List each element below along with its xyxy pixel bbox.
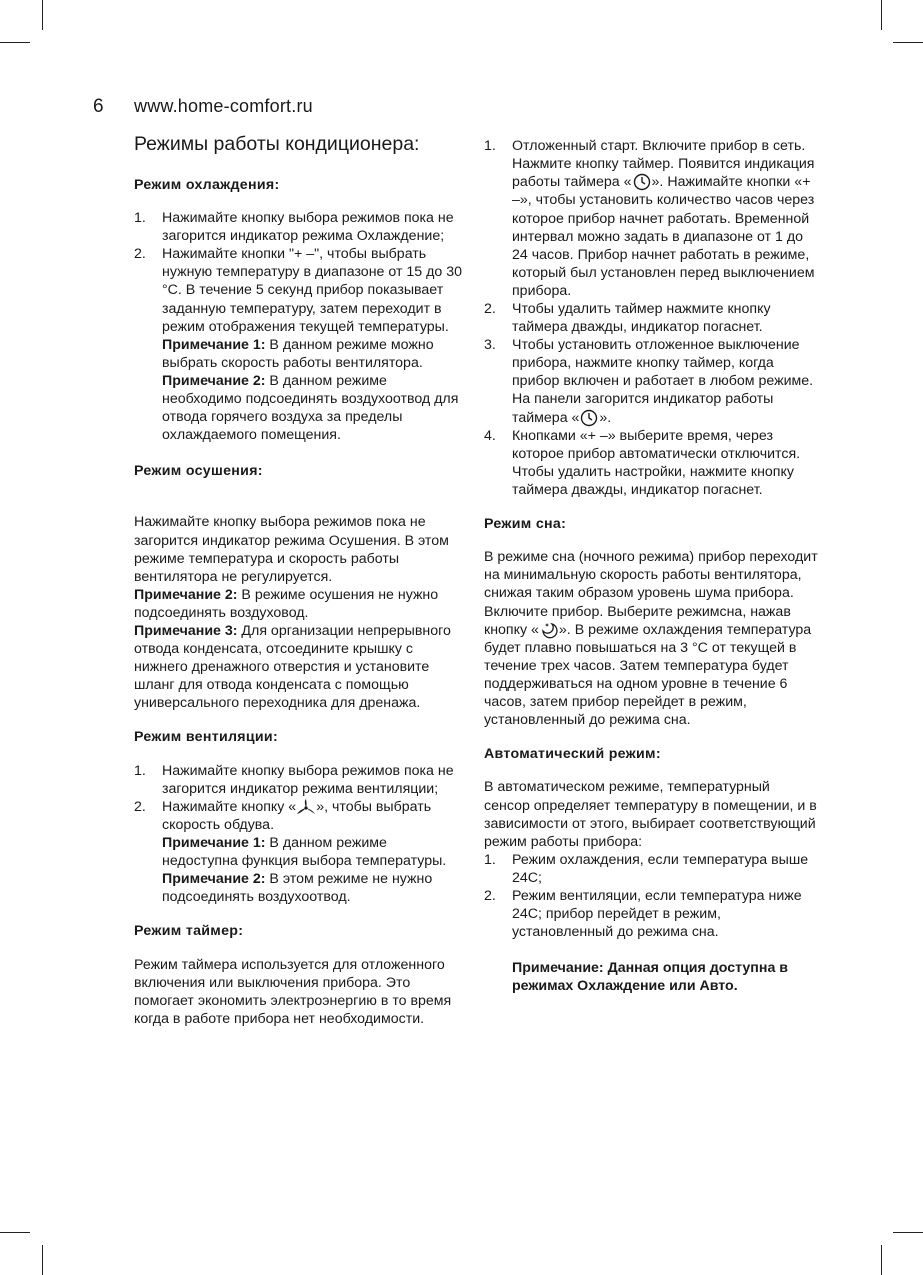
auto-list [484, 851, 819, 941]
list-number: 1. [484, 138, 496, 154]
list-item [134, 762, 464, 798]
list-text: Чтобы удалить таймер нажмите кнопку таймера дважды, индикатор погаснет. [512, 301, 771, 336]
list-item [484, 887, 819, 941]
crop-mark [42, 0, 43, 30]
note-label: Примечание 2: [162, 871, 266, 888]
timer-icon [632, 173, 652, 191]
cooling-heading: Режим охлаждения: [134, 177, 280, 193]
cooling-note-1 [162, 336, 464, 372]
fan-list [134, 762, 464, 907]
note-label: Примечание 2: [134, 586, 238, 603]
auto-text: В автоматическом режиме, температурный сенсор определяет температуру в помещении, и в зависимости от этого, выбирает соответствующий режим работы прибора: [484, 779, 817, 850]
list-text: Режим охлаждения, если температура выше 24С; [512, 851, 809, 886]
right-column [484, 137, 819, 996]
list-item [484, 336, 819, 427]
note-text: В данном режиме недоступна функция выбора температуры. [162, 835, 447, 870]
sleep-text-after: ». В режиме охлаждения температура будет плавно повышаться на 3 °С от текущей в течение трех часов. Затем температура будет поддерживаться на одном уровне в течение 6 часов, затем прибор перейдет в режим, установленный до режима сна. [484, 621, 812, 729]
list-number: 3. [484, 337, 496, 354]
list-text: », чтобы выбрать скорость обдува. [162, 798, 432, 833]
sleep-moon-icon [539, 621, 559, 639]
list-text: Нажимайте кнопку « [162, 798, 297, 815]
list-number: 2. [484, 888, 496, 905]
sleep-text-1: В режиме сна (ночного режима) прибор переходит на минимальную скорость работы вентилятора, снижая таким образом уровень шума прибора. [484, 549, 818, 602]
list-item [484, 851, 819, 887]
note-label: Примечание 3: [134, 622, 238, 639]
list-text: Чтобы установить отложенное выключение прибора, нажмите кнопку таймер, когда прибор включен и работает в любом режиме. На панели загорится индикатор работы таймера « [512, 337, 814, 426]
list-text: Нажимайте кнопку выбора режимов пока не загорится индикатор режима Охлаждение; [162, 210, 454, 245]
timer-text: Режим таймера используется для отложенного включения или выключения прибора. Это помогает экономить электроэнергию в то время когда в работе прибора нет необходимости. [134, 956, 452, 1027]
list-text: Отложенный старт. Включите прибор в сеть. Нажмите кнопку таймер. Появится индикация работы таймера « [512, 138, 815, 191]
crop-mark [881, 1245, 882, 1275]
list-item [134, 245, 464, 444]
auto-heading: Автоматический режим: [484, 746, 661, 763]
note-label: Примечание 2: [162, 372, 266, 389]
list-number: 4. [484, 427, 496, 444]
note-text: В этом режиме не нужно подсоединять воздухоотвод. [162, 871, 433, 906]
crop-mark [0, 1232, 30, 1233]
timer-list [484, 137, 819, 499]
list-number: 2. [484, 301, 496, 317]
sleep-text-before: Включите прибор. Выберите режимсна, нажав кнопку « [484, 603, 791, 638]
crop-mark [893, 1232, 923, 1233]
list-text: Нажимайте кнопку выбора режимов пока не загорится индикатор режима вентиляции; [162, 762, 454, 797]
dry-heading: Режим осушения: [134, 463, 263, 480]
list-item [484, 427, 819, 499]
auto-note: Примечание: Данная опция доступна в режимах Охлаждение или Авто. [512, 960, 788, 995]
dry-note-2 [134, 586, 464, 622]
site-url: www.home-comfort.ru [134, 96, 313, 116]
sleep-text-2 [484, 603, 819, 730]
crop-mark [881, 0, 882, 30]
page-title: Режимы работы кондиционера: [134, 133, 420, 155]
list-text: Режим вентиляции, если температура ниже 24С; прибор перейдет в режим, установленный до режима сна. [512, 888, 802, 941]
cooling-note-2 [162, 372, 464, 444]
note-label: Примечание 1: [162, 336, 266, 353]
dry-text: Нажимайте кнопку выбора режимов пока не загорится индикатор режима Осушения. В этом режиме температура и скорость работы вентилятора не регулируется. [134, 514, 449, 585]
note-text: В режиме осушения не нужно подсоединять воздуховод. [134, 586, 439, 621]
crop-mark [42, 1245, 43, 1275]
list-item [134, 798, 464, 907]
list-text: Нажимайте кнопки "+ –", чтобы выбрать нужную температуру в диапазоне от 15 до 30 °С. В течение 5 секунд прибор показывает заданную температуру, затем переходит в режим отображения текущей температуры. [162, 246, 462, 335]
note-text: В данном режиме необходимо подсоединять воздухоотвод для отвода горячего воздуха за пределы охлаждаемого помещения. [162, 372, 459, 444]
list-number: 2. [134, 246, 146, 263]
timer-icon [579, 409, 599, 427]
page-number: 6 [93, 96, 104, 117]
crop-mark [893, 42, 923, 43]
sleep-heading: Режим сна: [484, 516, 567, 533]
cooling-list [134, 209, 464, 444]
crop-mark [0, 42, 30, 43]
dry-note-3 [134, 622, 464, 712]
list-text: ». Нажимайте кнопки «+ –», чтобы установить количество часов через которое прибор начнет работать. Временной интервал можно задать в диапазоне от 1 до 24 часов. Прибор начнет работать в режиме, который был установлен перед выключением прибора. [512, 174, 815, 299]
note-text: Для организации непрерывного отвода конденсата, отсоедините крышку с нижнего дренажного отверстия и установите шланг для отвода конденсата с помощью универсального переходника для дренажа. [134, 622, 451, 712]
fan-note-1 [162, 834, 464, 870]
timer-heading: Режим таймер: [134, 923, 244, 940]
fan-note-2 [162, 870, 464, 906]
list-number: 2. [134, 798, 146, 815]
list-text: ». [599, 409, 612, 426]
list-number: 1. [134, 210, 146, 227]
fan-heading: Режим вентиляции: [134, 729, 278, 746]
list-item [484, 300, 819, 336]
fan-icon [296, 798, 316, 816]
left-column [134, 132, 464, 1028]
list-number: 1. [134, 762, 146, 779]
note-text: В данном режиме можно выбрать скорость работы вентилятора. [162, 336, 434, 371]
list-item [484, 137, 819, 300]
list-number: 1. [484, 851, 496, 868]
note-label: Примечание 1: [162, 835, 266, 852]
list-item [134, 209, 464, 245]
list-text: Кнопками «+ –» выберите время, через которое прибор автоматически отключится. Чтобы удалить настройки, нажмите кнопку таймера дважды, индикатор погаснет. [512, 427, 801, 499]
